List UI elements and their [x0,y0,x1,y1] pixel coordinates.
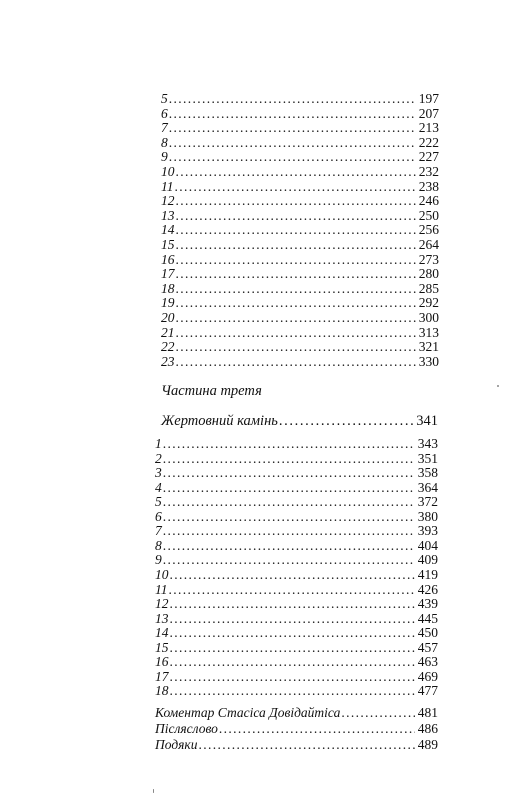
entry-label: 9 [161,149,168,165]
leader-dots [176,340,416,354]
chapter-entry[interactable] [161,180,439,194]
entry-page-number: 358 [417,465,438,481]
entry-page-number: 292 [418,295,439,311]
entry-page-number: 489 [417,737,438,752]
entry-label: Післяслово [155,721,218,736]
entry-label: 16 [161,251,175,267]
entry-label: 8 [155,537,162,553]
entry-label: 11 [161,178,174,194]
entry-page-number: 404 [417,537,438,553]
leader-dots [176,209,416,223]
leader-dots [163,466,415,480]
chapter-entry[interactable] [161,267,439,281]
entry-page-number: 227 [418,149,439,165]
leader-dots [176,355,416,369]
entry-label: 18 [161,280,175,296]
chapter-entry[interactable] [155,612,438,626]
chapter-entry[interactable] [155,539,438,553]
entry-page-number: 445 [417,610,438,626]
entry-label: 5 [155,494,162,510]
chapter-entry[interactable] [155,583,438,597]
entry-page-number: 250 [418,207,439,223]
part-three-title-entry[interactable] [161,413,438,429]
entry-page-number: 341 [416,413,438,429]
chapter-entry[interactable] [161,355,439,369]
leader-dots [163,495,415,509]
leader-dots [163,553,415,567]
chapter-entry[interactable] [161,209,439,223]
entry-label: 19 [161,295,175,311]
back-matter-entry[interactable] [155,722,438,736]
leader-dots [163,452,415,466]
chapter-entry[interactable] [161,223,439,237]
entry-page-number: 419 [417,566,438,582]
entry-label: 10 [155,566,169,582]
entry-label: 22 [161,339,175,355]
entry-label: 18 [155,683,169,699]
leader-dots [163,539,415,553]
leader-dots [176,165,416,179]
entry-page-number: 343 [417,436,438,451]
chapter-entry[interactable] [155,670,438,684]
chapter-entry[interactable] [161,150,439,164]
leader-dots [163,510,415,524]
entry-label: 23 [161,353,175,369]
chapter-entry[interactable] [155,452,438,466]
chapter-entry[interactable] [155,641,438,655]
leader-dots [176,282,416,296]
entry-page-number: 213 [418,120,439,136]
leader-dots [199,738,415,752]
entry-page-number: 222 [418,134,439,150]
leader-dots [163,524,415,538]
entry-label: 17 [155,668,169,684]
entry-page-number: 207 [418,105,439,121]
entry-page-number: 197 [418,91,439,106]
entry-label: 17 [161,266,175,282]
entry-label: 1 [155,436,162,451]
leader-dots [163,481,415,495]
entry-page-number: 481 [417,705,438,720]
entry-label: 6 [155,508,162,524]
chapter-entry[interactable] [161,311,439,325]
chapter-entry[interactable] [155,597,438,611]
entry-label: 9 [155,552,162,568]
leader-dots [169,107,416,121]
entry-label: 5 [161,91,168,106]
leader-dots [169,121,416,135]
entry-page-number: 300 [418,310,439,325]
back-matter-entry[interactable] [155,706,438,720]
leader-dots [170,612,415,626]
entry-label: 7 [155,523,162,539]
leader-dots [170,670,415,684]
entry-label: 13 [155,610,169,626]
leader-dots [176,194,416,208]
leader-dots [169,136,416,150]
entry-label: 16 [155,654,169,670]
entry-page-number: 393 [417,523,438,539]
leader-dots [176,311,416,325]
entry-label: 15 [155,639,169,655]
leader-dots [163,437,415,451]
entry-page-number: 477 [417,683,438,699]
back-matter-entry[interactable] [155,738,438,752]
entry-label: 15 [161,237,175,252]
leader-dots [169,150,416,164]
part-three-heading: Частина третя [161,383,262,399]
leader-dots [219,722,415,736]
chapter-entry[interactable] [161,326,439,340]
chapter-entry[interactable] [161,107,439,121]
leader-dots [176,296,416,310]
entry-label: 11 [155,581,168,597]
chapter-entry[interactable] [161,194,439,208]
entry-label: 4 [155,479,162,495]
entry-page-number: 457 [417,639,438,655]
entry-page-number: 280 [418,266,439,282]
leader-dots [176,326,416,340]
leader-dots [170,597,415,611]
entry-page-number: 486 [417,721,438,736]
chapter-entry[interactable] [155,495,438,509]
entry-page-number: 463 [417,654,438,670]
entry-page-number: 439 [417,596,438,612]
chapter-entry[interactable] [161,238,439,252]
chapter-entry[interactable] [155,553,438,567]
entry-label: 7 [161,120,168,136]
entry-page-number: 232 [418,164,439,179]
entry-page-number: 469 [417,668,438,684]
leader-dots [279,413,413,429]
entry-label: Коментар Стасіса Довідайтіса [155,705,341,720]
entry-label: Жертовний камінь [161,413,278,429]
entry-label: 8 [161,134,168,150]
entry-page-number: 246 [418,193,439,209]
chapter-entry[interactable] [161,282,439,296]
entry-page-number: 450 [417,625,438,641]
leader-dots [170,641,415,655]
entry-label: 2 [155,450,162,466]
leader-dots [176,253,416,267]
entry-label: 10 [161,164,175,179]
leader-dots [170,684,415,698]
entry-page-number: 273 [418,251,439,267]
entry-page-number: 330 [418,353,439,369]
page-speck [153,789,154,793]
entry-page-number: 364 [417,479,438,495]
chapter-entry[interactable] [155,655,438,669]
chapter-entry[interactable] [155,437,438,451]
entry-label: 3 [155,465,162,481]
chapter-entry[interactable] [161,165,439,179]
chapter-entry[interactable] [155,626,438,640]
entry-label: 12 [161,193,175,209]
entry-label: 14 [161,222,175,238]
page-speck [497,385,499,387]
chapter-entry[interactable] [155,524,438,538]
leader-dots [170,568,415,582]
chapter-entry[interactable] [161,92,439,106]
leader-dots [176,267,416,281]
entry-page-number: 372 [417,494,438,510]
entry-label: 6 [161,105,168,121]
entry-page-number: 321 [418,339,439,355]
leader-dots [170,655,415,669]
entry-label: 14 [155,625,169,641]
leader-dots [176,223,416,237]
chapter-entry[interactable] [155,684,438,698]
leader-dots [176,238,416,252]
chapter-entry[interactable] [155,466,438,480]
chapter-entry[interactable] [161,296,439,310]
chapter-entry[interactable] [161,253,439,267]
chapter-entry[interactable] [155,510,438,524]
entry-page-number: 313 [418,324,439,340]
chapter-entry[interactable] [161,136,439,150]
entry-page-number: 238 [418,178,439,194]
entry-label: Подяки [155,737,198,752]
entry-page-number: 409 [417,552,438,568]
entry-label: 21 [161,324,175,340]
leader-dots [169,92,416,106]
entry-page-number: 256 [418,222,439,238]
entry-label: 20 [161,310,175,325]
entry-page-number: 426 [417,581,438,597]
entry-page-number: 264 [418,237,439,252]
chapter-entry[interactable] [161,340,439,354]
leader-dots [341,706,414,720]
leader-dots [169,583,415,597]
entry-label: 13 [161,207,175,223]
chapter-entry[interactable] [161,121,439,135]
entry-label: 12 [155,596,169,612]
chapter-entry[interactable] [155,568,438,582]
leader-dots [175,180,416,194]
chapter-entry[interactable] [155,481,438,495]
entry-page-number: 380 [417,508,438,524]
entry-page-number: 351 [417,450,438,466]
leader-dots [170,626,415,640]
entry-page-number: 285 [418,280,439,296]
